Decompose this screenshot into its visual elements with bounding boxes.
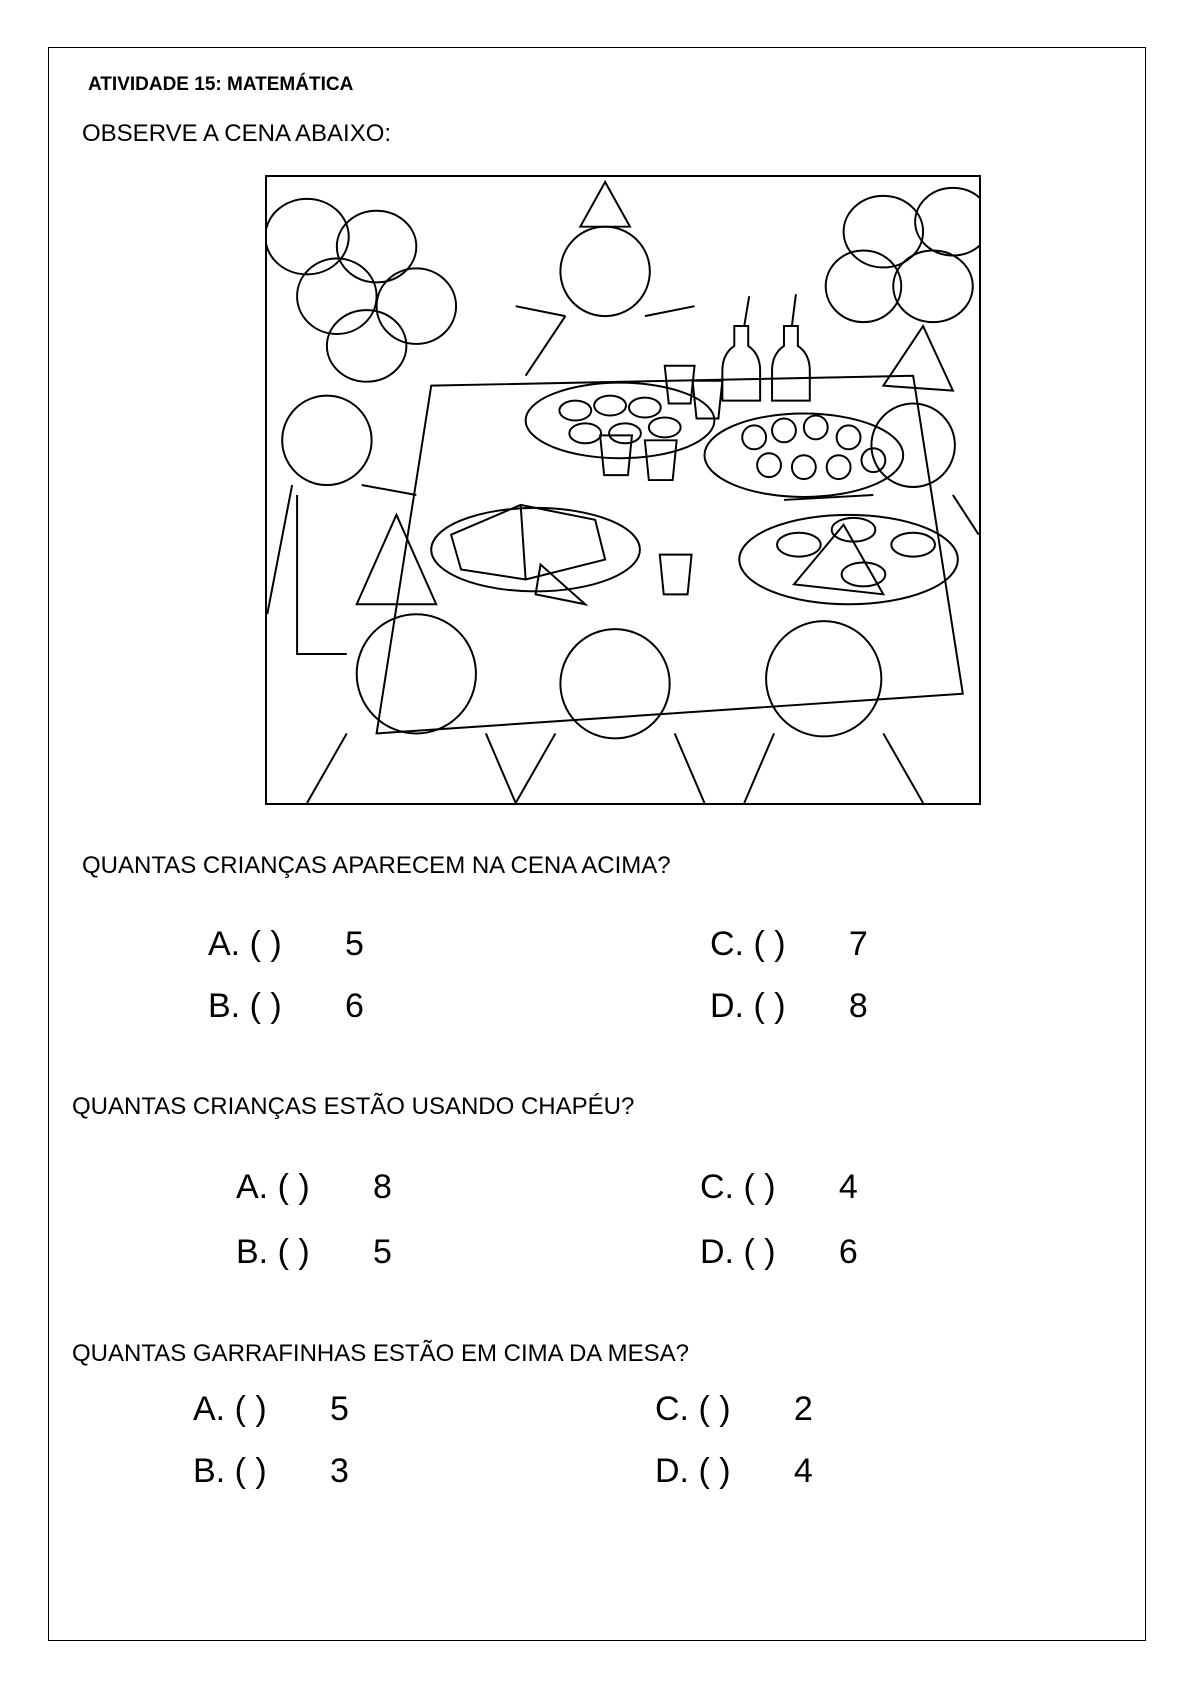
answer-checkbox[interactable]: ( ) — [234, 1452, 267, 1490]
option-letter: B. — [236, 1233, 269, 1271]
option-letter: C. — [710, 925, 744, 963]
option-value: 5 — [345, 925, 364, 963]
child-front-center-icon — [516, 565, 705, 803]
question-1-option-b[interactable] — [208, 987, 364, 1026]
plate-cake-icon — [431, 508, 640, 591]
activity-title: ATIVIDADE 15: MATEMÁTICA — [88, 74, 354, 95]
question-2-text: QUANTAS CRIANÇAS ESTÃO USANDO CHAPÉU? — [72, 1093, 635, 1120]
question-3-option-a[interactable] — [193, 1390, 349, 1429]
child-front-right-icon — [744, 525, 923, 803]
question-3-text: QUANTAS GARRAFINHAS ESTÃO EM CIMA DA MESA? — [72, 1340, 690, 1367]
option-letter: D. — [710, 987, 744, 1025]
question-2-option-b[interactable] — [236, 1233, 392, 1272]
balloons-right-icon — [826, 188, 979, 322]
answer-checkbox[interactable]: ( ) — [743, 1233, 776, 1271]
option-value: 8 — [848, 987, 868, 1025]
instruction-text: OBSERVE A CENA ABAIXO: — [82, 120, 392, 147]
option-letter: B. — [208, 987, 241, 1025]
bottles-icon — [722, 294, 809, 400]
question-3-option-c[interactable] — [655, 1390, 813, 1429]
option-value: 5 — [330, 1390, 349, 1428]
answer-checkbox[interactable]: ( ) — [277, 1233, 310, 1271]
child-left-icon — [267, 396, 416, 654]
plate-cookies-icon — [526, 383, 715, 459]
answer-checkbox[interactable]: ( ) — [753, 987, 786, 1025]
option-value: 3 — [330, 1452, 349, 1490]
question-1-option-d[interactable] — [710, 987, 868, 1026]
child-front-left-icon — [307, 515, 516, 803]
answer-checkbox[interactable]: ( ) — [753, 925, 786, 963]
option-value: 6 — [838, 1233, 858, 1271]
party-scene-illustration — [265, 175, 981, 805]
question-1-option-a[interactable] — [208, 925, 364, 964]
question-2-option-a[interactable] — [236, 1168, 392, 1207]
cupcakes-icon — [742, 415, 885, 479]
option-value: 2 — [793, 1390, 813, 1428]
answer-checkbox[interactable]: ( ) — [698, 1390, 731, 1428]
option-letter: B. — [193, 1452, 226, 1490]
option-letter: C. — [655, 1390, 689, 1428]
answer-checkbox[interactable]: ( ) — [698, 1452, 731, 1490]
option-value: 8 — [373, 1168, 392, 1206]
answer-checkbox[interactable]: ( ) — [277, 1168, 310, 1206]
question-1-text: QUANTAS CRIANÇAS APARECEM NA CENA ACIMA? — [82, 852, 671, 879]
answer-checkbox[interactable]: ( ) — [249, 987, 282, 1025]
question-2-option-c[interactable] — [700, 1168, 858, 1207]
answer-checkbox[interactable]: ( ) — [234, 1390, 267, 1428]
question-2-option-d[interactable] — [700, 1233, 858, 1272]
option-letter: D. — [700, 1233, 734, 1271]
party-scene-drawing — [267, 177, 979, 803]
balloons-left-icon — [267, 199, 456, 382]
question-1-option-c[interactable] — [710, 925, 868, 964]
option-value: 4 — [793, 1452, 813, 1490]
option-value: 7 — [848, 925, 868, 963]
question-3-option-b[interactable] — [193, 1452, 349, 1491]
option-value: 6 — [345, 987, 364, 1025]
option-letter: D. — [655, 1452, 689, 1490]
option-letter: A. — [236, 1168, 269, 1206]
child-right-icon — [784, 326, 979, 535]
answer-checkbox[interactable]: ( ) — [743, 1168, 776, 1206]
option-letter: A. — [208, 925, 241, 963]
option-value: 4 — [838, 1168, 858, 1206]
answer-checkbox[interactable]: ( ) — [249, 925, 282, 963]
cups-icon — [600, 366, 722, 595]
option-value: 5 — [373, 1233, 392, 1271]
option-letter: A. — [193, 1390, 226, 1428]
option-letter: C. — [700, 1168, 734, 1206]
child-top-icon — [516, 182, 695, 376]
question-3-option-d[interactable] — [655, 1452, 813, 1491]
